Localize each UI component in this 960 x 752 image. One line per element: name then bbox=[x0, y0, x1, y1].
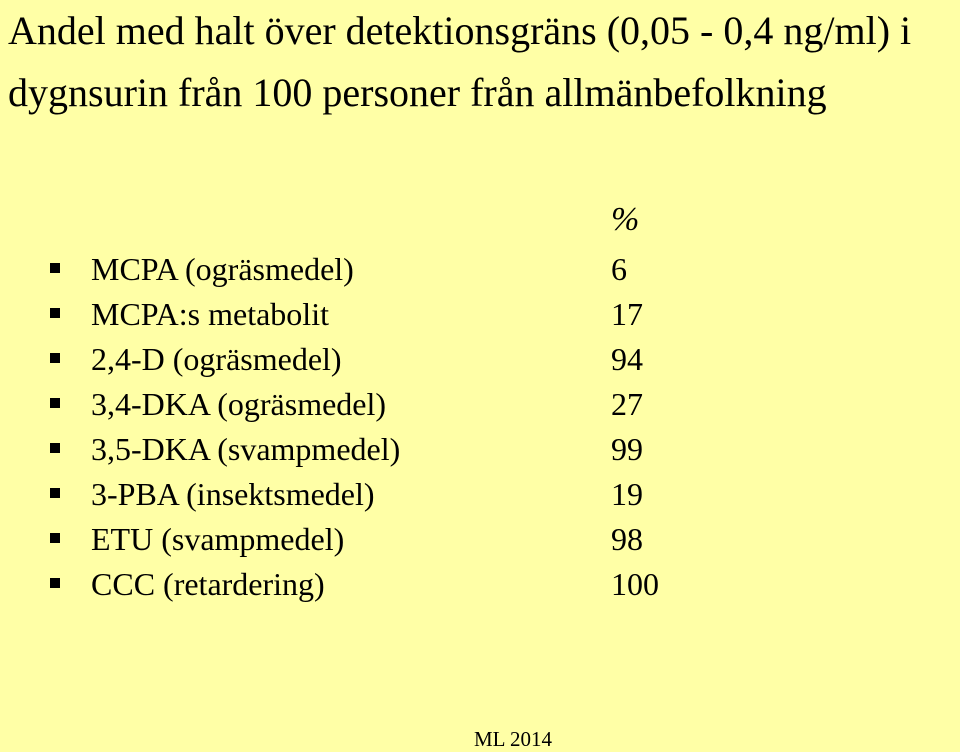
percent-value: 17 bbox=[611, 296, 643, 332]
substance-label: MCPA (ogräsmedel) bbox=[91, 251, 354, 287]
square-bullet-icon bbox=[50, 488, 60, 498]
footer-credit: ML 2014 bbox=[474, 727, 552, 751]
substance-label: 3,4-DKA (ogräsmedel) bbox=[91, 386, 387, 422]
substance-label: 3-PBA (insektsmedel) bbox=[91, 476, 375, 512]
percent-value: 27 bbox=[611, 386, 643, 422]
slide-title: Andel med halt över detektionsgräns (0,05 - 0,4 ng/ml) i dygnsurin från 100 personer från allmänbefolkning bbox=[8, 8, 912, 115]
substance-label: 3,5-DKA (svampmedel) bbox=[91, 431, 401, 467]
percent-value: 6 bbox=[611, 251, 627, 287]
percent-value: 19 bbox=[611, 476, 643, 512]
square-bullet-icon bbox=[50, 578, 60, 588]
square-bullet-icon bbox=[50, 263, 60, 273]
substance-label: ETU (svampmedel) bbox=[91, 521, 345, 557]
square-bullet-icon bbox=[50, 533, 60, 543]
square-bullet-icon bbox=[50, 353, 60, 363]
percent-value: 99 bbox=[611, 431, 643, 467]
square-bullet-icon bbox=[50, 443, 60, 453]
substance-label: 2,4-D (ogräsmedel) bbox=[91, 341, 342, 377]
percent-value: 98 bbox=[611, 521, 643, 557]
percent-column-header: % bbox=[611, 201, 640, 238]
square-bullet-icon bbox=[50, 398, 60, 408]
percent-value: 100 bbox=[611, 566, 659, 602]
square-bullet-icon bbox=[50, 308, 60, 318]
substance-label: CCC (retardering) bbox=[91, 566, 325, 602]
percent-value: 94 bbox=[611, 341, 643, 377]
substance-label: MCPA:s metabolit bbox=[91, 296, 329, 332]
